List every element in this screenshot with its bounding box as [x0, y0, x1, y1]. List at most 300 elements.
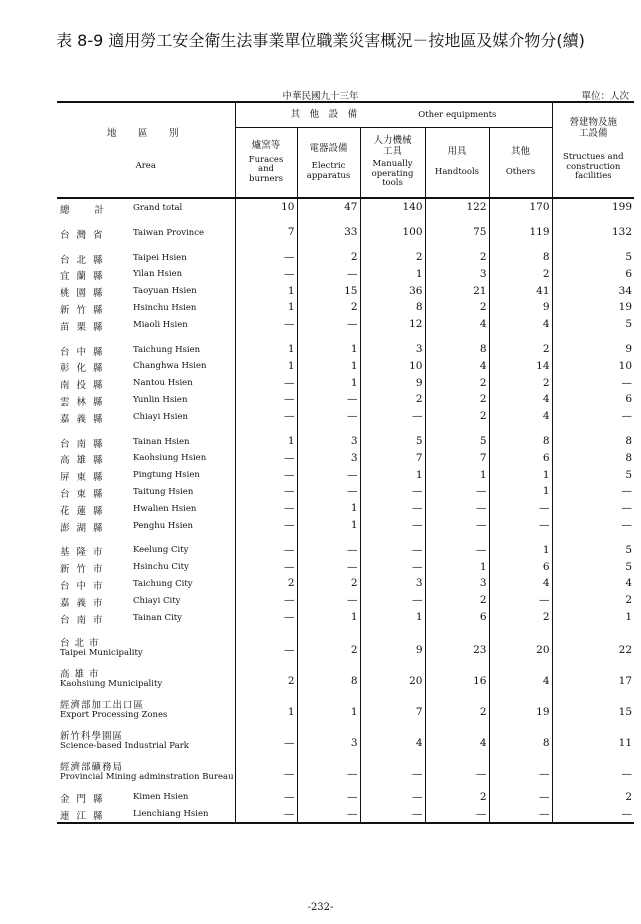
- table-row: [57, 609, 634, 626]
- value-cell: 1: [235, 695, 297, 726]
- area-name-en: Miaoli Hsien: [133, 319, 188, 330]
- value-cell: 5: [552, 558, 634, 575]
- area-name-cell: [57, 449, 235, 466]
- value-cell: —: [235, 374, 297, 391]
- area-name-zh: 苗 栗 縣: [60, 321, 105, 333]
- area-name-cell: [57, 805, 235, 823]
- value-cell: —: [552, 500, 634, 517]
- value-cell: 10: [235, 198, 297, 216]
- value-cell: 7: [425, 449, 489, 466]
- area-name-cell: [57, 633, 235, 664]
- area-name-en: Yunlin Hsien: [133, 394, 188, 405]
- value-cell: —: [297, 483, 360, 500]
- value-cell: 1: [552, 609, 634, 626]
- value-cell: 2: [425, 408, 489, 425]
- col4-header-zh: 用具: [447, 146, 467, 158]
- spacer-cell: [489, 533, 552, 541]
- value-cell: —: [489, 788, 552, 805]
- value-cell: —: [425, 757, 489, 788]
- value-cell: 170: [489, 198, 552, 216]
- value-cell: 8: [489, 433, 552, 450]
- value-cell: 36: [360, 282, 425, 299]
- area-name-en: Taitung Hsien: [133, 486, 194, 497]
- col4-header: [425, 128, 489, 199]
- value-cell: 8: [360, 299, 425, 316]
- area-name-en: Taipei Hsien: [133, 252, 187, 263]
- area-name-cell: [57, 433, 235, 450]
- value-cell: —: [552, 483, 634, 500]
- value-cell: —: [552, 805, 634, 823]
- value-cell: —: [489, 500, 552, 517]
- area-name-zh: 台 東 縣: [60, 488, 105, 500]
- value-cell: —: [489, 805, 552, 823]
- value-cell: 22: [552, 633, 634, 664]
- value-cell: —: [235, 592, 297, 609]
- value-cell: —: [552, 374, 634, 391]
- value-cell: —: [235, 483, 297, 500]
- spacer-row: [57, 533, 634, 541]
- occupational-injury-table: [57, 101, 634, 824]
- table-row: [57, 249, 634, 266]
- value-cell: —: [235, 466, 297, 483]
- value-cell: 8: [552, 449, 634, 466]
- spacer-cell: [552, 625, 634, 633]
- spacer-cell: [57, 333, 235, 341]
- spacer-cell: [360, 425, 425, 433]
- value-cell: 19: [552, 299, 634, 316]
- area-name-en: Tainan Hsien: [133, 436, 190, 447]
- value-cell: 34: [552, 282, 634, 299]
- area-name-cell: [57, 483, 235, 500]
- value-cell: 2: [425, 374, 489, 391]
- col2-header-en: Electric apparatus: [306, 161, 351, 181]
- value-cell: —: [489, 592, 552, 609]
- table-row: [57, 483, 634, 500]
- value-cell: —: [235, 788, 297, 805]
- value-cell: 2: [425, 695, 489, 726]
- value-cell: —: [360, 483, 425, 500]
- value-cell: 1: [235, 433, 297, 450]
- value-cell: 6: [425, 609, 489, 626]
- value-cell: —: [235, 757, 297, 788]
- spacer-cell: [297, 533, 360, 541]
- value-cell: 2: [489, 265, 552, 282]
- value-cell: —: [235, 517, 297, 534]
- area-name-en: Provincial Mining adminstration Bureau: [60, 772, 234, 783]
- value-cell: —: [360, 408, 425, 425]
- spacer-cell: [489, 333, 552, 341]
- spacer-cell: [57, 241, 235, 249]
- area-name-en: Taipei Municipality: [60, 648, 143, 659]
- value-cell: 2: [297, 575, 360, 592]
- spacer-row: [57, 241, 634, 249]
- table-row: [57, 541, 634, 558]
- value-cell: —: [552, 408, 634, 425]
- year-subtitle: 中華民國九十三年: [282, 91, 359, 102]
- area-name-en: Hsinchu Hsien: [133, 302, 197, 313]
- value-cell: —: [235, 633, 297, 664]
- value-cell: 4: [489, 575, 552, 592]
- value-cell: 2: [552, 788, 634, 805]
- area-name-cell: [57, 788, 235, 805]
- value-cell: 1: [297, 341, 360, 358]
- value-cell: —: [360, 592, 425, 609]
- table-row: [57, 805, 634, 823]
- value-cell: 3: [297, 433, 360, 450]
- area-name-cell: [57, 757, 235, 788]
- value-cell: —: [425, 805, 489, 823]
- value-cell: —: [360, 757, 425, 788]
- col3-header-en: Manually operating tools: [371, 159, 414, 189]
- spacer-cell: [235, 333, 297, 341]
- area-name-cell: [57, 517, 235, 534]
- value-cell: 9: [489, 299, 552, 316]
- value-cell: 8: [425, 341, 489, 358]
- area-name-cell: [57, 357, 235, 374]
- spacer-cell: [57, 216, 235, 224]
- value-cell: 6: [552, 265, 634, 282]
- spacer-cell: [552, 425, 634, 433]
- value-cell: 8: [552, 433, 634, 450]
- spacer-cell: [552, 333, 634, 341]
- value-cell: 33: [297, 224, 360, 241]
- value-cell: 5: [552, 249, 634, 266]
- spacer-cell: [552, 533, 634, 541]
- value-cell: 5: [552, 541, 634, 558]
- spacer-cell: [425, 625, 489, 633]
- value-cell: 1: [235, 341, 297, 358]
- area-name-zh: 台 中 市: [60, 580, 105, 592]
- table-row: [57, 433, 634, 450]
- value-cell: 8: [297, 664, 360, 695]
- value-cell: 1: [297, 609, 360, 626]
- area-name-en: Taiwan Province: [133, 227, 205, 238]
- area-name-zh: 嘉 義 縣: [60, 413, 105, 425]
- area-name-zh: 新 竹 縣: [60, 304, 105, 316]
- structures-header: [552, 102, 634, 198]
- value-cell: 15: [297, 282, 360, 299]
- area-name-en: Taichung Hsien: [133, 344, 201, 355]
- value-cell: 17: [552, 664, 634, 695]
- value-cell: —: [235, 408, 297, 425]
- spacer-cell: [297, 625, 360, 633]
- spacer-cell: [425, 533, 489, 541]
- value-cell: 1: [360, 609, 425, 626]
- area-name-cell: [57, 341, 235, 358]
- group-header-zh: 其 他 設 備: [290, 109, 358, 121]
- value-cell: 9: [360, 633, 425, 664]
- spacer-cell: [552, 241, 634, 249]
- value-cell: 3: [425, 575, 489, 592]
- area-name-en: Nantou Hsien: [133, 378, 193, 389]
- value-cell: —: [235, 391, 297, 408]
- value-cell: 20: [489, 633, 552, 664]
- area-name-zh: 台 南 縣: [60, 438, 105, 450]
- value-cell: 4: [489, 408, 552, 425]
- value-cell: 7: [360, 449, 425, 466]
- value-cell: —: [360, 500, 425, 517]
- table-row: [57, 575, 634, 592]
- area-name-en: Lienchiang Hsien: [133, 809, 209, 820]
- spacer-cell: [489, 241, 552, 249]
- value-cell: —: [235, 316, 297, 333]
- page-number: -232-: [307, 902, 334, 913]
- area-name-cell: [57, 282, 235, 299]
- spacer-cell: [360, 216, 425, 224]
- area-header: [57, 102, 235, 198]
- value-cell: 19: [489, 695, 552, 726]
- value-cell: 8: [489, 726, 552, 757]
- value-cell: 7: [235, 224, 297, 241]
- area-name-en: Taoyuan Hsien: [133, 286, 197, 297]
- area-name-zh: 經濟部礦務局: [60, 762, 124, 774]
- spacer-cell: [489, 625, 552, 633]
- value-cell: —: [360, 541, 425, 558]
- spacer-cell: [235, 625, 297, 633]
- area-name-zh: 台 南 市: [60, 614, 105, 626]
- table-body: [57, 198, 634, 823]
- value-cell: 1: [489, 541, 552, 558]
- table-row: [57, 449, 634, 466]
- value-cell: 1: [235, 282, 297, 299]
- value-cell: 10: [360, 357, 425, 374]
- value-cell: 2: [425, 299, 489, 316]
- area-name-cell: [57, 575, 235, 592]
- value-cell: —: [489, 517, 552, 534]
- value-cell: —: [297, 805, 360, 823]
- spacer-cell: [235, 216, 297, 224]
- value-cell: —: [552, 757, 634, 788]
- value-cell: 2: [297, 249, 360, 266]
- value-cell: —: [425, 483, 489, 500]
- table-row: [57, 726, 634, 757]
- table-row: [57, 198, 634, 216]
- area-name-en: Keelung City: [133, 545, 189, 556]
- col6-header-en: Structues and construction facilities: [563, 152, 624, 182]
- value-cell: 2: [297, 299, 360, 316]
- value-cell: 2: [489, 341, 552, 358]
- table-row: [57, 265, 634, 282]
- group-header-en: Other equipments: [418, 110, 497, 121]
- value-cell: —: [552, 517, 634, 534]
- value-cell: —: [235, 805, 297, 823]
- area-name-zh: 高 雄 縣: [60, 455, 105, 467]
- value-cell: 2: [489, 374, 552, 391]
- value-cell: 2: [425, 391, 489, 408]
- table-row: [57, 282, 634, 299]
- area-name-en: Yilan Hsien: [133, 269, 183, 280]
- value-cell: 1: [297, 517, 360, 534]
- value-cell: 10: [552, 357, 634, 374]
- spacer-cell: [235, 425, 297, 433]
- value-cell: 8: [489, 249, 552, 266]
- col5-header: [489, 128, 552, 199]
- value-cell: 2: [552, 592, 634, 609]
- col3-header: [360, 128, 425, 199]
- value-cell: 3: [360, 341, 425, 358]
- spacer-cell: [552, 216, 634, 224]
- area-name-cell: [57, 265, 235, 282]
- area-name-zh: 花 蓮 縣: [60, 505, 105, 517]
- table-row: [57, 408, 634, 425]
- value-cell: 6: [489, 558, 552, 575]
- area-name-zh: 台 灣 省: [60, 229, 105, 241]
- value-cell: 16: [425, 664, 489, 695]
- area-name-zh: 雲 林 縣: [60, 396, 105, 408]
- value-cell: 1: [297, 374, 360, 391]
- value-cell: 21: [425, 282, 489, 299]
- value-cell: 1: [425, 466, 489, 483]
- spacer-cell: [425, 333, 489, 341]
- area-name-en: Kaohsiung Municipality: [60, 679, 163, 690]
- area-name-cell: [57, 695, 235, 726]
- spacer-cell: [425, 425, 489, 433]
- table-row: [57, 500, 634, 517]
- value-cell: 15: [552, 695, 634, 726]
- value-cell: 2: [360, 249, 425, 266]
- table-row: [57, 466, 634, 483]
- value-cell: —: [297, 757, 360, 788]
- value-cell: —: [360, 517, 425, 534]
- area-name-cell: [57, 374, 235, 391]
- spacer-cell: [360, 333, 425, 341]
- area-header-en: Area: [135, 160, 156, 171]
- value-cell: —: [360, 805, 425, 823]
- area-name-cell: [57, 224, 235, 241]
- value-cell: —: [297, 788, 360, 805]
- value-cell: 1: [297, 695, 360, 726]
- area-name-cell: [57, 609, 235, 626]
- area-name-en: Science-based Industrial Park: [60, 741, 189, 752]
- value-cell: 1: [489, 466, 552, 483]
- value-cell: 3: [297, 449, 360, 466]
- value-cell: —: [297, 408, 360, 425]
- table-row: [57, 788, 634, 805]
- col1-header-zh: 爐窯等: [251, 139, 281, 151]
- spacer-cell: [489, 216, 552, 224]
- col5-header-en: Others: [505, 167, 536, 178]
- value-cell: 9: [552, 341, 634, 358]
- value-cell: 1: [297, 500, 360, 517]
- value-cell: —: [297, 541, 360, 558]
- table-row: [57, 757, 634, 788]
- area-header-zh: 地 區 別: [106, 127, 185, 139]
- area-name-en: Pingtung Hsien: [133, 470, 200, 481]
- value-cell: —: [425, 541, 489, 558]
- value-cell: —: [235, 609, 297, 626]
- value-cell: 5: [552, 316, 634, 333]
- table-row: [57, 357, 634, 374]
- value-cell: 3: [425, 265, 489, 282]
- spacer-cell: [57, 625, 235, 633]
- spacer-cell: [360, 241, 425, 249]
- value-cell: —: [235, 500, 297, 517]
- area-name-zh: 澎 湖 縣: [60, 522, 105, 534]
- value-cell: 4: [360, 726, 425, 757]
- area-name-cell: [57, 316, 235, 333]
- area-name-en: Penghu Hsien: [133, 520, 193, 531]
- table-row: [57, 316, 634, 333]
- area-name-en: Hsinchu City: [133, 562, 189, 573]
- area-name-cell: [57, 664, 235, 695]
- spacer-cell: [297, 333, 360, 341]
- spacer-cell: [489, 425, 552, 433]
- area-name-zh: 金 門 縣: [60, 794, 105, 806]
- value-cell: 7: [360, 695, 425, 726]
- value-cell: 2: [297, 633, 360, 664]
- area-name-cell: [57, 592, 235, 609]
- col2-header-zh: 電器設備: [309, 142, 348, 154]
- col3-header-zh: 人力機械工具: [373, 135, 412, 157]
- area-name-cell: [57, 391, 235, 408]
- table-row: [57, 391, 634, 408]
- value-cell: 2: [425, 788, 489, 805]
- table-row: [57, 558, 634, 575]
- spacer-cell: [297, 216, 360, 224]
- area-name-en: Tainan City: [133, 612, 182, 623]
- area-name-en: Hwalien Hsien: [133, 503, 197, 514]
- area-name-cell: [57, 726, 235, 757]
- col1-header-en: Furaces and burners: [248, 154, 284, 184]
- value-cell: 4: [489, 664, 552, 695]
- value-cell: 132: [552, 224, 634, 241]
- area-name-zh: 基 隆 市: [60, 547, 105, 559]
- value-cell: —: [297, 466, 360, 483]
- spacer-cell: [57, 533, 235, 541]
- col1-header: [235, 128, 297, 199]
- value-cell: 1: [360, 265, 425, 282]
- area-name-cell: [57, 198, 235, 216]
- value-cell: 23: [425, 633, 489, 664]
- value-cell: —: [360, 558, 425, 575]
- spacer-row: [57, 625, 634, 633]
- value-cell: —: [297, 265, 360, 282]
- area-name-zh: 屏 東 縣: [60, 472, 105, 484]
- area-name-en: Kaohsiung Hsien: [133, 453, 207, 464]
- value-cell: —: [235, 449, 297, 466]
- area-name-zh: 經濟部加工出口區: [60, 700, 145, 712]
- value-cell: 140: [360, 198, 425, 216]
- area-name-cell: [57, 466, 235, 483]
- area-name-zh: 嘉 義 市: [60, 597, 105, 609]
- area-name-en: Taichung City: [133, 578, 193, 589]
- area-name-cell: [57, 299, 235, 316]
- value-cell: 4: [489, 391, 552, 408]
- value-cell: —: [297, 558, 360, 575]
- table-row: [57, 224, 634, 241]
- value-cell: 2: [425, 592, 489, 609]
- table-row: [57, 341, 634, 358]
- value-cell: 2: [360, 391, 425, 408]
- value-cell: 75: [425, 224, 489, 241]
- value-cell: 12: [360, 316, 425, 333]
- value-cell: —: [297, 316, 360, 333]
- col4-header-en: Handtools: [434, 167, 480, 178]
- value-cell: 4: [425, 357, 489, 374]
- value-cell: 6: [489, 449, 552, 466]
- value-cell: 3: [360, 575, 425, 592]
- value-cell: 41: [489, 282, 552, 299]
- col2-header: [297, 128, 360, 199]
- value-cell: —: [297, 391, 360, 408]
- value-cell: 6: [552, 391, 634, 408]
- col6-header-zh: 營建物及施工設備: [569, 117, 618, 139]
- spacer-cell: [425, 216, 489, 224]
- spacer-cell: [297, 425, 360, 433]
- value-cell: 9: [360, 374, 425, 391]
- value-cell: 5: [425, 433, 489, 450]
- value-cell: 5: [552, 466, 634, 483]
